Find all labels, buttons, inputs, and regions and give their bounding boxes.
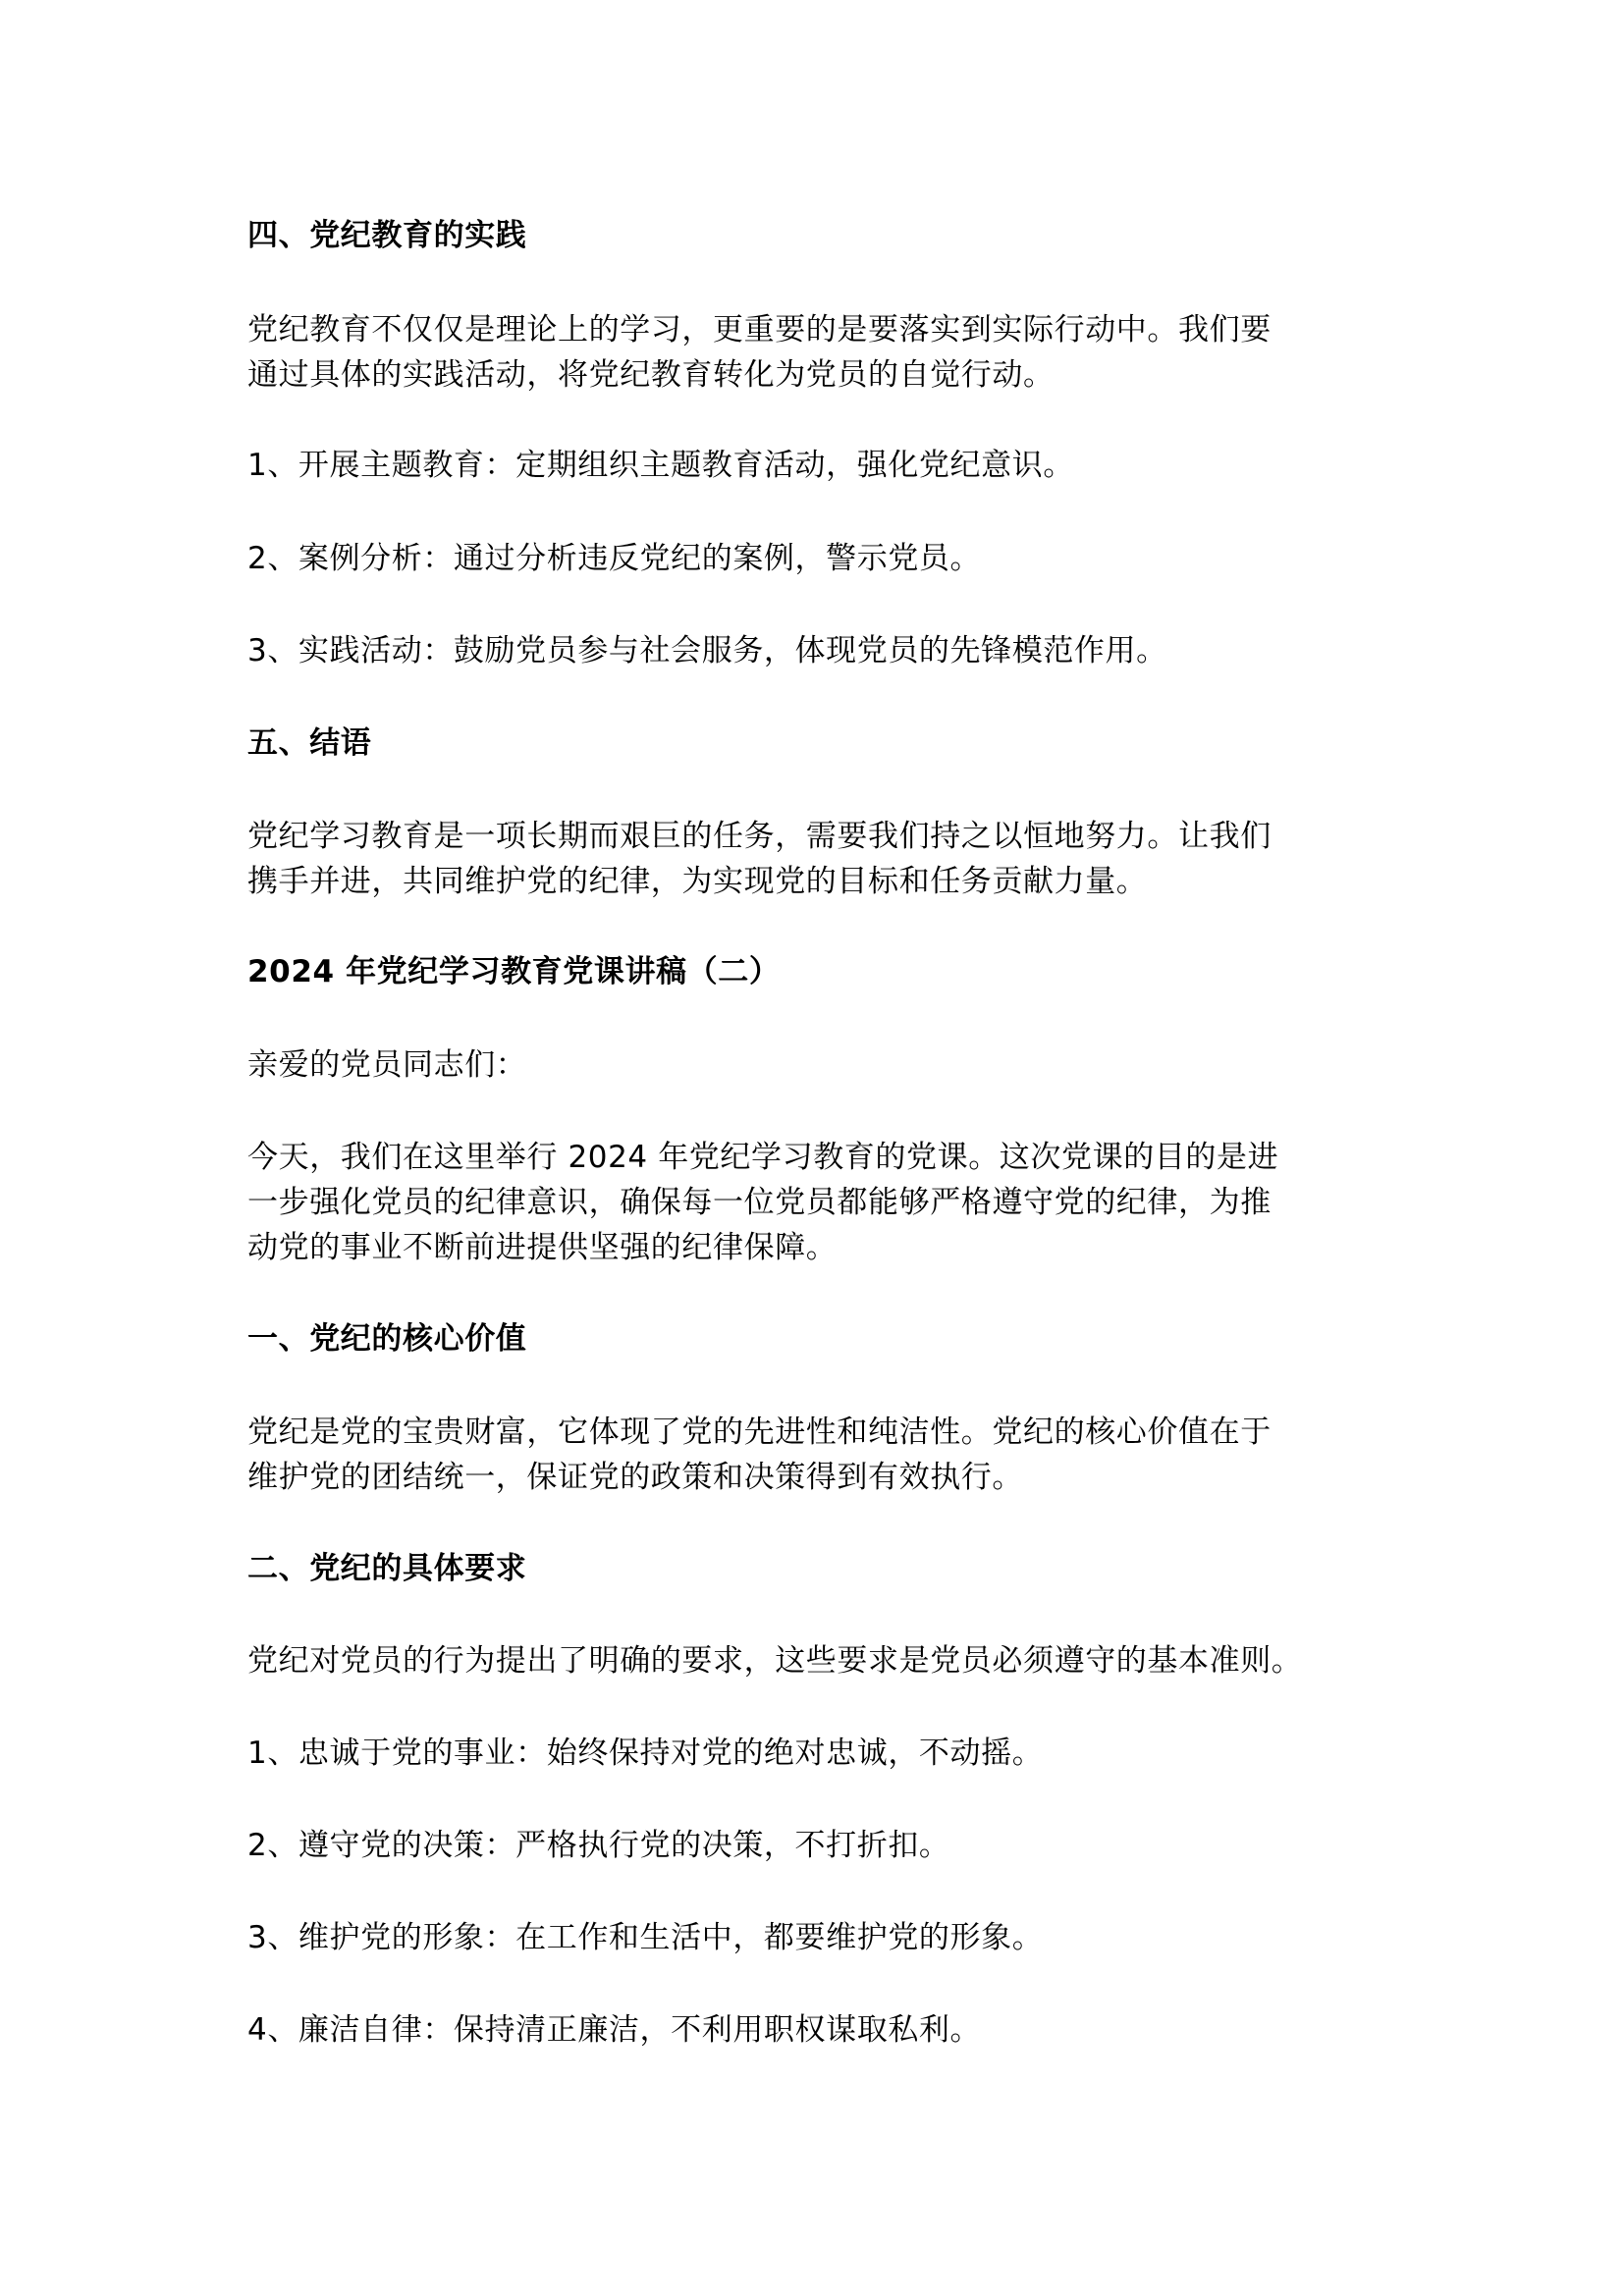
section-heading-conclusion: 五、结语 bbox=[247, 725, 372, 761]
paragraph-line: 党纪是党的宝贵财富，它体现了党的先进性和纯洁性。党纪的核心价值在于 bbox=[247, 1415, 1272, 1450]
greeting: 亲爱的党员同志们： bbox=[247, 1047, 527, 1083]
paragraph-line: 通过具体的实践活动，将党纪教育转化为党员的自觉行动。 bbox=[247, 357, 1055, 393]
paragraph-line: 动党的事业不断前进提供坚强的纪律保障。 bbox=[247, 1230, 838, 1265]
list-item: 1、忠诚于党的事业：始终保持对党的绝对忠诚，不动摇。 bbox=[247, 1735, 1044, 1771]
paragraph-line: 党纪学习教育是一项长期而艰巨的任务，需要我们持之以恒地努力。让我们 bbox=[247, 819, 1272, 854]
list-item: 2、遵守党的决策：严格执行党的决策，不打折扣。 bbox=[247, 1828, 950, 1863]
document-title: 2024 年党纪学习教育党课讲稿（二） bbox=[247, 954, 781, 989]
list-item: 4、廉洁自律：保持清正廉洁，不利用职权谋取私利。 bbox=[247, 2012, 982, 2048]
section-heading-practice: 四、党纪教育的实践 bbox=[247, 218, 527, 253]
list-item: 3、实践活动：鼓励党员参与社会服务，体现党员的先锋模范作用。 bbox=[247, 633, 1167, 668]
list-item: 1、开展主题教育：定期组织主题教育活动，强化党纪意识。 bbox=[247, 448, 1074, 483]
paragraph-line: 维护党的团结统一，保证党的政策和决策得到有效执行。 bbox=[247, 1460, 1023, 1495]
paragraph-line: 今天，我们在这里举行 2024 年党纪学习教育的党课。这次党课的目的是进 bbox=[247, 1140, 1279, 1175]
paragraph-line: 一步强化党员的纪律意识，确保每一位党员都能够严格遵守党的纪律，为推 bbox=[247, 1185, 1272, 1220]
section-heading-requirements: 二、党纪的具体要求 bbox=[247, 1551, 527, 1586]
paragraph-line: 党纪对党员的行为提出了明确的要求，这些要求是党员必须遵守的基本准则。 bbox=[247, 1643, 1303, 1679]
section-heading-core-value: 一、党纪的核心价值 bbox=[247, 1321, 527, 1357]
paragraph-line: 党纪教育不仅仅是理论上的学习，更重要的是要落实到实际行动中。我们要 bbox=[247, 312, 1272, 347]
paragraph-line: 携手并进，共同维护党的纪律，为实现党的目标和任务贡献力量。 bbox=[247, 864, 1148, 899]
list-item: 2、案例分析：通过分析违反党纪的案例，警示党员。 bbox=[247, 541, 982, 576]
list-item: 3、维护党的形象：在工作和生活中，都要维护党的形象。 bbox=[247, 1920, 1044, 1955]
